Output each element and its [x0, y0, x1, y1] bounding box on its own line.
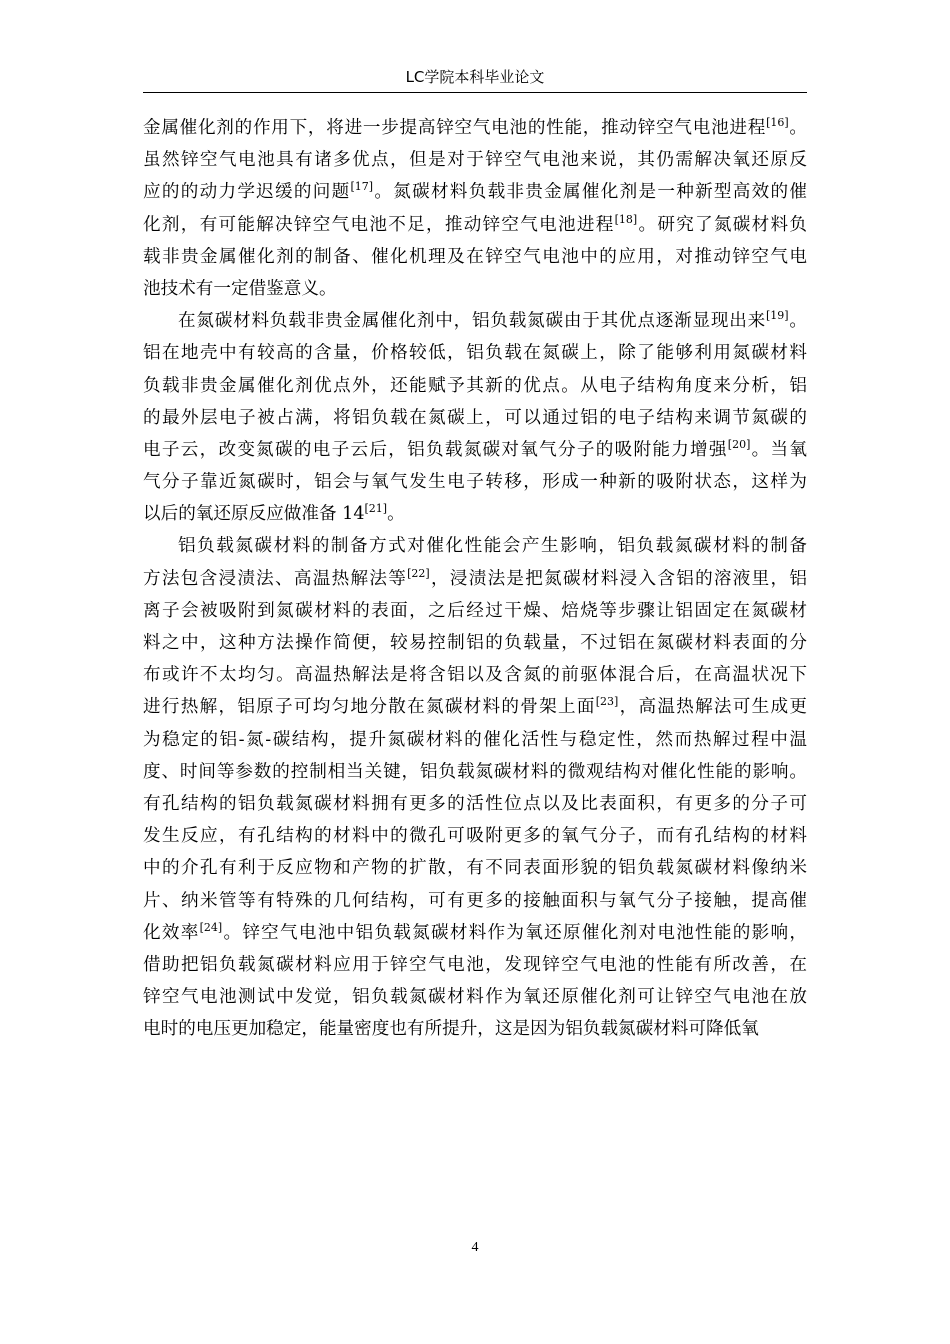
text-line — [143, 563, 807, 595]
text-line — [143, 273, 807, 305]
citation: [21] — [364, 502, 388, 516]
text-line — [143, 949, 807, 981]
text-segment: 中的介孔有利于反应物和产物的扩散，有不同表面形貌的铝负载氮碳材料像纳米 — [143, 858, 807, 879]
text-segment: 布或许不太均匀。高温热解法是将含铝以及含氮的前驱体混合后，在高温状况下 — [143, 665, 807, 686]
text-line — [143, 434, 807, 466]
text-segment: 气分子靠近氮碳时，铝会与氧气发生电子转移，形成一种新的吸附状态，这样为 — [143, 472, 807, 493]
text-segment: 锌空气电池测试中发觉，铝负载氮碳材料作为氧还原催化剂可让锌空气电池在放 — [143, 987, 807, 1008]
text-line — [143, 498, 807, 530]
text-segment: 电时的电压更加稳定，能量密度也有所提升，这是因为铝负载氮碳材料可降低氧 — [143, 1019, 759, 1040]
text-segment: 有孔结构的铝负载氮碳材料拥有更多的活性位点以及比表面积，有更多的分子可 — [143, 793, 807, 814]
text-segment: 铝在地壳中有较高的含量，价格较低，铝负载在氮碳上，除了能够利用氮碳材料 — [143, 343, 807, 364]
text-segment: 铝负载氮碳材料的制备方式对催化性能会产生影响，铝负载氮碳材料的制备 — [178, 536, 807, 557]
text-line — [143, 691, 807, 723]
text-line — [143, 530, 807, 562]
text-segment: ，浸渍法是把氮碳材料浸入含铝的溶液里，铝 — [429, 568, 807, 589]
text-line — [143, 595, 807, 627]
text-line — [143, 981, 807, 1013]
citation: [23] — [595, 695, 619, 709]
citation: [24] — [199, 920, 223, 934]
citation: [22] — [407, 566, 430, 580]
text-segment: 的最外层电子被占满，将铝负载在氮碳上，可以通过铝的电子结构来调节氮碳的 — [143, 407, 807, 428]
text-line — [143, 627, 807, 659]
text-segment: 方法包含浸渍法、高温热解法等 — [143, 568, 408, 589]
text-segment: 度、时间等参数的控制相当关键，铝负载氮碳材料的微观结构对催化性能的影响。 — [143, 761, 807, 782]
text-line — [143, 756, 807, 788]
text-segment: 化剂，有可能解决锌空气电池不足，推动锌空气电池进程 — [143, 214, 615, 235]
text-segment: 。当氧 — [750, 439, 807, 460]
text-segment: 。氮碳材料负载非贵金属催化剂是一种新型高效的催 — [373, 182, 807, 203]
text-line — [143, 144, 807, 176]
text-segment: 虽然锌空气电池具有诸多优点，但是对于锌空气电池来说，其仍需解决氧还原反 — [143, 150, 807, 171]
text-segment: 负载非贵金属催化剂优点外，还能赋予其新的优点。从电子结构角度来分析，铝 — [143, 375, 807, 396]
text-segment: 离子会被吸附到氮碳材料的表面，之后经过干燥、焙烧等步骤让铝固定在氮碳材 — [143, 600, 807, 621]
text-line — [143, 724, 807, 756]
header-rule — [143, 92, 807, 93]
text-segment: 。研究了氮碳材料负 — [637, 214, 807, 235]
text-segment: 化效率 — [143, 922, 200, 943]
paragraph — [143, 305, 807, 530]
text-segment: 载非贵金属催化剂的制备、催化机理及在锌空气电池中的应用，对推动锌空气电 — [143, 246, 807, 267]
text-line — [143, 788, 807, 820]
text-segment: 在氮碳材料负载非贵金属催化剂中，铝负载氮碳由于其优点逐渐显现出来 — [178, 311, 767, 332]
text-line — [143, 820, 807, 852]
text-segment: 。 — [788, 311, 807, 332]
text-line — [143, 370, 807, 402]
text-segment: 。 — [387, 504, 405, 525]
text-line — [143, 466, 807, 498]
text-segment: 电子云，改变氮碳的电子云后，铝负载氮碳对氧气分子的吸附能力增强 — [143, 439, 728, 460]
text-segment: 金属催化剂的作用下，将进一步提高锌空气电池的性能，推动锌空气电池进程 — [143, 118, 767, 138]
citation: [19] — [766, 309, 789, 323]
paragraph — [143, 112, 807, 305]
citation: [17] — [350, 180, 374, 194]
text-segment: 。锌空气电池中铝负载氮碳材料作为氧还原催化剂对电池性能的影响， — [222, 922, 807, 943]
text-segment: 以后的氧还原反应做准备 14 — [143, 504, 365, 525]
text-segment: 料之中，这种方法操作简便，较易控制铝的负载量，不过铝在氮碳材料表面的分 — [143, 633, 807, 653]
text-segment: 片、纳米管等有特殊的几何结构，可有更多的接触面积与氧气分子接触，提高催 — [143, 890, 807, 911]
citation: [20] — [727, 438, 751, 452]
text-segment: ，高温热解法可生成更 — [618, 697, 807, 718]
text-line — [143, 402, 807, 434]
paragraph — [143, 530, 807, 1045]
text-line — [143, 885, 807, 917]
citation: [16] — [766, 116, 789, 130]
text-line — [143, 305, 807, 337]
text-line — [143, 209, 807, 241]
body-text — [143, 112, 807, 1045]
text-line — [143, 176, 807, 208]
text-line — [143, 337, 807, 369]
text-segment: 池技术有一定借鉴意义。 — [143, 278, 337, 299]
text-line — [143, 241, 807, 273]
running-header: LC学院本科毕业论文 — [405, 68, 545, 86]
text-line — [143, 852, 807, 884]
text-segment: 发生反应，有孔结构的材料中的微孔可吸附更多的氧气分子，而有孔结构的材料 — [143, 826, 807, 847]
text-line — [143, 917, 807, 949]
text-segment: 应的的动力学迟缓的问题 — [143, 182, 351, 203]
text-segment: 进行热解，铝原子可均匀地分散在氮碳材料的骨架上面 — [143, 697, 596, 718]
text-segment: 借助把铝负载氮碳材料应用于锌空气电池，发现锌空气电池的性能有所改善，在 — [143, 954, 807, 975]
text-segment: 。 — [788, 118, 807, 138]
text-line — [143, 1013, 807, 1045]
text-line — [143, 659, 807, 691]
citation: [18] — [614, 212, 638, 226]
text-segment: 为稳定的铝-氮-碳结构，提升氮碳材料的催化活性与稳定性，然而热解过程中温 — [143, 729, 807, 750]
page-number: 4 — [471, 1240, 479, 1255]
text-line — [143, 112, 807, 144]
